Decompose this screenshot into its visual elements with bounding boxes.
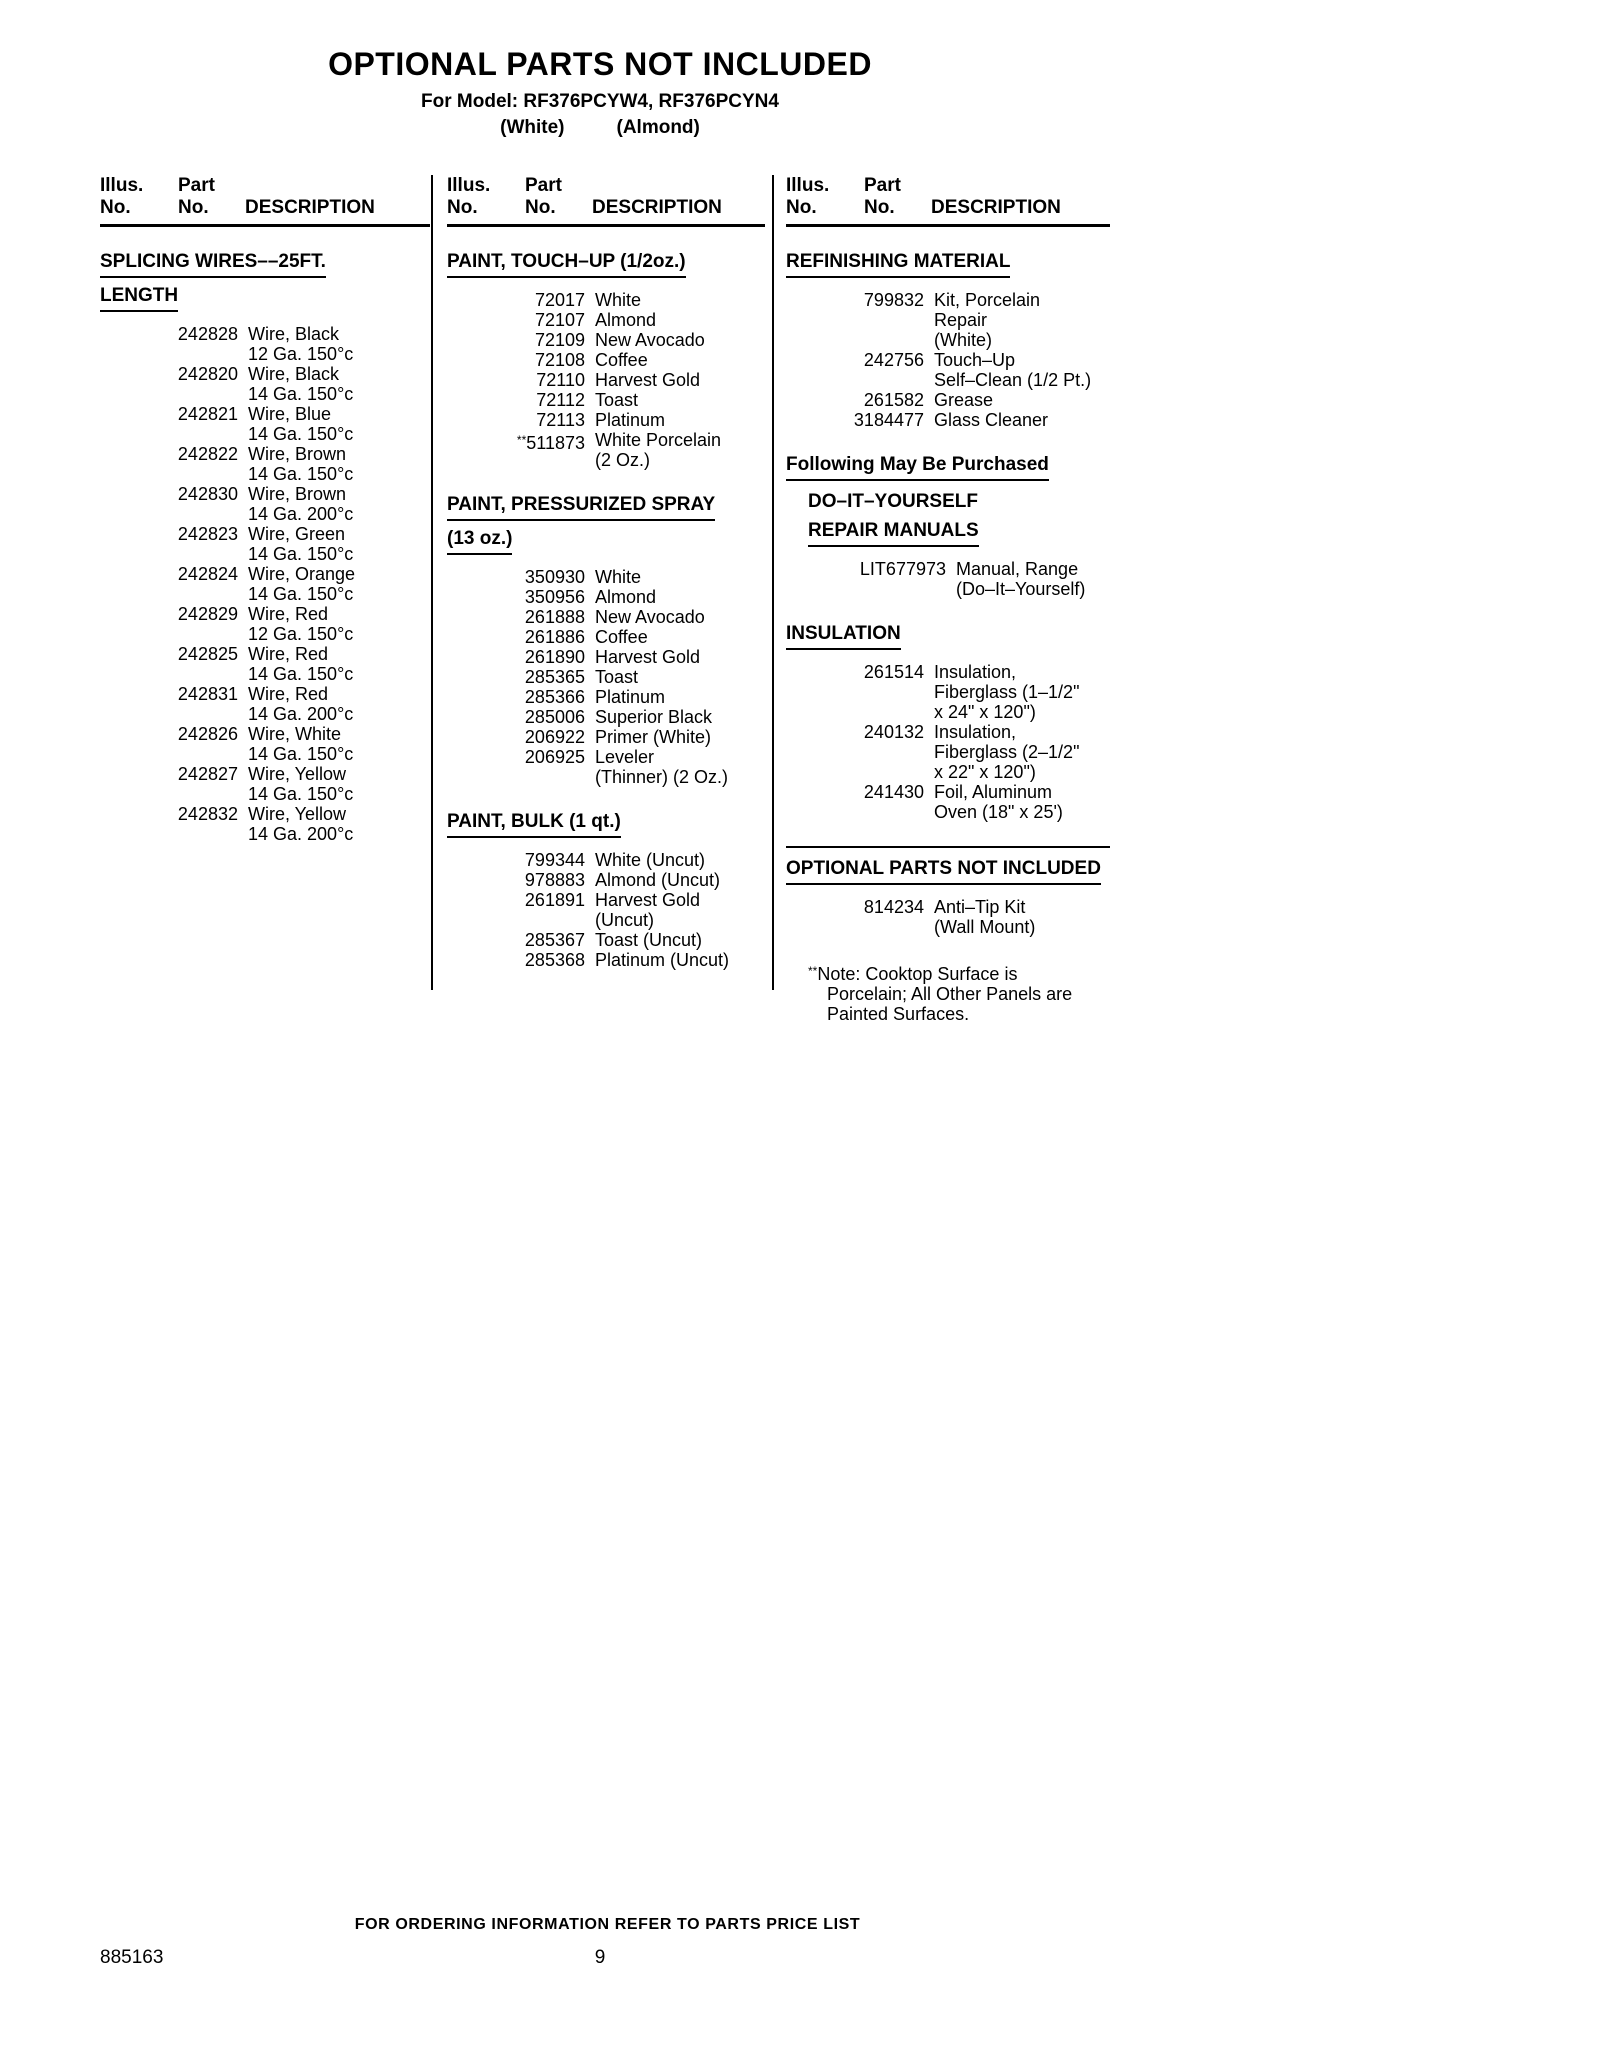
description-label: DESCRIPTION xyxy=(592,197,722,218)
part-number: 261886 xyxy=(524,627,585,647)
part-description-line: Wire, Blue xyxy=(248,404,332,424)
section-heading-line: DO–IT–YOURSELF xyxy=(808,491,978,512)
part-description-line: 14 Ga. 150°c xyxy=(248,544,354,564)
part-number: 72110 xyxy=(536,370,585,390)
section-heading xyxy=(786,454,1110,481)
part-description-line: Repair xyxy=(934,310,988,330)
part-description xyxy=(595,310,656,330)
table-header-row-1 xyxy=(100,175,430,197)
part-description-line: Harvest Gold xyxy=(595,647,701,667)
part-number: 799832 xyxy=(863,290,924,310)
part-no-label: No. xyxy=(525,197,556,218)
section-heading-line: Following May Be Purchased xyxy=(786,454,1049,481)
parts-item-list xyxy=(786,897,1110,937)
part-description-line: 14 Ga. 200°c xyxy=(248,704,354,724)
part-number: 285367 xyxy=(524,930,585,950)
illus-label: Illus. xyxy=(786,175,830,196)
part-description-line: 14 Ga. 150°c xyxy=(248,584,354,604)
parts-section xyxy=(786,846,1110,937)
section-heading xyxy=(786,623,1110,650)
column-table-header xyxy=(786,175,1110,227)
part-description-line: Wire, Green xyxy=(248,524,346,544)
column-divider-line xyxy=(772,175,774,990)
part-number: 242829 xyxy=(177,604,238,624)
part-number: 242756 xyxy=(863,350,924,370)
parts-section xyxy=(786,454,1110,481)
part-number: LIT677973 xyxy=(859,559,946,579)
part-row xyxy=(447,930,765,950)
parts-section xyxy=(786,251,1110,430)
part-row xyxy=(100,644,430,684)
part-description xyxy=(248,364,353,404)
section-heading-line: PAINT, TOUCH–UP (1/2oz.) xyxy=(447,251,686,278)
part-number: 242832 xyxy=(177,804,238,824)
part-description xyxy=(595,410,665,430)
part-description-line: New Avocado xyxy=(595,330,705,350)
column-table-header xyxy=(447,175,765,227)
part-description xyxy=(934,662,1079,722)
illus-no-label: No. xyxy=(786,197,817,218)
part-description xyxy=(595,390,638,410)
part-row xyxy=(447,727,765,747)
part-row xyxy=(100,364,430,404)
part-description xyxy=(934,350,1091,390)
part-number: 350956 xyxy=(524,587,585,607)
part-description xyxy=(595,350,648,370)
page-header xyxy=(0,46,1200,140)
part-row xyxy=(447,410,765,430)
part-number: 242820 xyxy=(177,364,238,384)
part-number: 241430 xyxy=(863,782,924,802)
part-number: 242826 xyxy=(177,724,238,744)
part-description xyxy=(248,324,353,364)
part-description-line: Touch–Up xyxy=(934,350,1016,370)
section-heading-line: PAINT, PRESSURIZED SPRAY xyxy=(447,494,715,521)
parts-section xyxy=(808,491,1110,599)
part-description-line: (Do–It–Yourself) xyxy=(956,579,1086,599)
part-description xyxy=(248,444,353,484)
part-number: 242823 xyxy=(177,524,238,544)
part-description-line: Anti–Tip Kit xyxy=(934,897,1026,917)
part-description-line: Fiberglass (1–1/2" xyxy=(934,682,1080,702)
part-description-line: (White) xyxy=(934,330,992,350)
part-row xyxy=(100,604,430,644)
part-row xyxy=(100,524,430,564)
part-row xyxy=(447,687,765,707)
part-description-line: Harvest Gold xyxy=(595,370,701,390)
part-description-line: Manual, Range xyxy=(956,559,1079,579)
part-number: 206922 xyxy=(524,727,585,747)
part-number: 261514 xyxy=(863,662,924,682)
part-description-line: Kit, Porcelain xyxy=(934,290,1041,310)
part-description xyxy=(248,684,353,724)
part-description-line: White (Uncut) xyxy=(595,850,706,870)
section-heading xyxy=(786,251,1110,278)
part-number: 3184477 xyxy=(853,410,924,430)
part-description xyxy=(934,390,993,410)
part-description-line: Wire, Black xyxy=(248,324,340,344)
table-header-row-2 xyxy=(447,197,765,219)
part-description-line: Insulation, xyxy=(934,662,1017,682)
part-description-line: Wire, Red xyxy=(248,644,329,664)
part-description xyxy=(595,687,665,707)
document-number: 885163 xyxy=(100,1947,164,1968)
part-description xyxy=(595,707,712,727)
part-row xyxy=(786,722,1110,782)
footnote-line: Painted Surfaces. xyxy=(827,1004,970,1024)
part-number: 242824 xyxy=(177,564,238,584)
part-row xyxy=(447,950,765,970)
part-number: 978883 xyxy=(524,870,585,890)
part-row xyxy=(786,662,1110,722)
part-description-line: 14 Ga. 150°c xyxy=(248,664,354,684)
part-description-line: 14 Ga. 150°c xyxy=(248,464,354,484)
part-number: 350930 xyxy=(524,567,585,587)
parts-section xyxy=(447,811,765,970)
part-description xyxy=(248,564,355,604)
part-description-line: Wire, Red xyxy=(248,684,329,704)
part-number: **511873 xyxy=(516,433,585,453)
column-body xyxy=(447,251,765,970)
part-row xyxy=(447,587,765,607)
part-description xyxy=(595,330,705,350)
part-description-line: Wire, White xyxy=(248,724,342,744)
part-row xyxy=(100,684,430,724)
part-description xyxy=(595,627,648,647)
part-number: 72108 xyxy=(534,350,585,370)
section-heading xyxy=(100,251,430,312)
finish-line xyxy=(0,116,1200,140)
part-description-line: White Porcelain xyxy=(595,430,722,450)
part-description-line: Wire, Brown xyxy=(248,444,347,464)
part-number: 242821 xyxy=(177,404,238,424)
part-description-line: White xyxy=(595,567,642,587)
part-number: 261890 xyxy=(524,647,585,667)
part-description-line: Insulation, xyxy=(934,722,1017,742)
parts-section xyxy=(447,251,765,470)
section-heading xyxy=(447,811,765,838)
illus-no-label: No. xyxy=(100,197,131,218)
part-description-line: Almond xyxy=(595,310,657,330)
part-description xyxy=(248,644,353,684)
section-heading-line: REPAIR MANUALS xyxy=(808,520,979,547)
part-row xyxy=(447,627,765,647)
model-line: For Model: RF376PCYW4, RF376PCYN4 xyxy=(421,91,779,112)
page-title: OPTIONAL PARTS NOT INCLUDED xyxy=(328,46,872,82)
part-row xyxy=(447,890,765,930)
part-no-label: No. xyxy=(178,197,209,218)
parts-item-list xyxy=(447,567,765,787)
part-description-line: Wire, Yellow xyxy=(248,804,347,824)
parts-section xyxy=(100,251,430,844)
parts-section xyxy=(447,494,765,787)
part-label: Part xyxy=(525,175,562,196)
part-description xyxy=(248,804,353,844)
part-description-line: Superior Black xyxy=(595,707,713,727)
section-heading xyxy=(786,858,1110,885)
part-description xyxy=(595,370,700,390)
part-description-line: Almond (Uncut) xyxy=(595,870,721,890)
part-description xyxy=(595,667,638,687)
part-row xyxy=(100,404,430,444)
column-table-header xyxy=(100,175,430,227)
part-number: 814234 xyxy=(863,897,924,917)
part-description-line: Self–Clean (1/2 Pt.) xyxy=(934,370,1092,390)
footnote xyxy=(808,961,1110,1024)
part-row xyxy=(447,870,765,890)
part-description-line: (Uncut) xyxy=(595,910,655,930)
part-description-line: 14 Ga. 150°c xyxy=(248,744,354,764)
part-row xyxy=(100,324,430,364)
part-number: 285365 xyxy=(524,667,585,687)
part-description xyxy=(934,410,1048,430)
part-row xyxy=(100,564,430,604)
footnote-marker: ** xyxy=(808,964,818,978)
part-description-line: Wire, Orange xyxy=(248,564,356,584)
part-description-line: Leveler xyxy=(595,747,655,767)
parts-item-list xyxy=(808,559,1110,599)
part-row xyxy=(447,290,765,310)
part-description-line: Oven (18" x 25') xyxy=(934,802,1063,822)
part-description xyxy=(934,722,1079,782)
footnote-line: **Note: Cooktop Surface is xyxy=(808,964,1018,984)
part-description-line: 14 Ga. 200°c xyxy=(248,824,354,844)
part-row xyxy=(447,370,765,390)
section-heading xyxy=(808,491,1110,547)
page-number: 9 xyxy=(594,1947,606,1968)
part-row xyxy=(447,567,765,587)
parts-item-list xyxy=(786,662,1110,822)
part-row xyxy=(100,804,430,844)
part-row xyxy=(786,350,1110,390)
parts-column-2 xyxy=(447,175,765,970)
part-row xyxy=(786,390,1110,410)
part-description-line: Platinum xyxy=(595,410,666,430)
part-description xyxy=(248,604,353,644)
part-row xyxy=(100,444,430,484)
part-row xyxy=(100,484,430,524)
parts-column-3 xyxy=(786,175,1110,1024)
part-description xyxy=(595,747,728,787)
part-description-line: Wire, Yellow xyxy=(248,764,347,784)
part-row xyxy=(447,850,765,870)
parts-item-list xyxy=(100,324,430,844)
part-row xyxy=(447,607,765,627)
part-number: 261582 xyxy=(863,390,924,410)
finish-white-label: (White) xyxy=(500,117,565,138)
part-description xyxy=(934,290,1040,350)
footnote-line: Porcelain; All Other Panels are xyxy=(827,984,1073,1004)
part-number: 242828 xyxy=(177,324,238,344)
part-no-label: No. xyxy=(864,197,895,218)
part-description-line: 14 Ga. 150°c xyxy=(248,424,354,444)
table-header-row-1 xyxy=(447,175,765,197)
parts-column-1 xyxy=(100,175,430,844)
part-number: 72109 xyxy=(534,330,585,350)
part-row xyxy=(447,350,765,370)
part-number: 799344 xyxy=(524,850,585,870)
section-heading-line: REFINISHING MATERIAL xyxy=(786,251,1010,278)
part-description-line: Primer (White) xyxy=(595,727,711,747)
part-description-line: Glass Cleaner xyxy=(934,410,1049,430)
part-description-line: (Wall Mount) xyxy=(934,917,1036,937)
part-description xyxy=(248,404,353,444)
part-number: 285006 xyxy=(524,707,585,727)
part-description-line: New Avocado xyxy=(595,607,705,627)
description-label: DESCRIPTION xyxy=(931,197,1061,218)
illus-no-label: No. xyxy=(447,197,478,218)
part-number: 72017 xyxy=(534,290,585,310)
illus-label: Illus. xyxy=(100,175,144,196)
part-description xyxy=(248,764,353,804)
part-row xyxy=(786,897,1110,937)
section-top-rule xyxy=(786,846,1110,848)
section-heading-line: (13 oz.) xyxy=(447,528,512,555)
part-description-line: 14 Ga. 200°c xyxy=(248,504,354,524)
parts-item-list xyxy=(447,290,765,470)
part-description-line: x 22" x 120") xyxy=(934,762,1036,782)
part-number: 72107 xyxy=(534,310,585,330)
part-number: 72113 xyxy=(536,410,585,430)
ordering-information-note: FOR ORDERING INFORMATION REFER TO PARTS PRICE LIST xyxy=(354,1916,861,1933)
part-number: 242827 xyxy=(177,764,238,784)
part-description xyxy=(956,559,1085,599)
part-row xyxy=(786,410,1110,430)
part-row xyxy=(808,559,1110,599)
section-heading xyxy=(447,251,765,278)
finish-almond-label: (Almond) xyxy=(616,117,700,138)
part-row xyxy=(447,667,765,687)
part-description-line: (Thinner) (2 Oz.) xyxy=(595,767,729,787)
part-description xyxy=(934,782,1063,822)
part-description-line: Platinum xyxy=(595,687,666,707)
part-number: 206925 xyxy=(524,747,585,767)
part-description-line: Toast xyxy=(595,667,639,687)
part-description-line: Fiberglass (2–1/2" xyxy=(934,742,1080,762)
column-divider-line xyxy=(431,175,433,990)
part-number: 242825 xyxy=(177,644,238,664)
part-description-line: (2 Oz.) xyxy=(595,450,651,470)
part-row xyxy=(447,390,765,410)
part-description-line: Toast (Uncut) xyxy=(595,930,703,950)
part-description xyxy=(595,430,721,470)
part-description xyxy=(595,890,700,930)
table-header-row-2 xyxy=(100,197,430,219)
section-heading-line: LENGTH xyxy=(100,285,178,312)
part-number: 285368 xyxy=(524,950,585,970)
part-description-line: Platinum (Uncut) xyxy=(595,950,730,970)
part-label: Part xyxy=(864,175,901,196)
part-description xyxy=(248,484,353,524)
part-description xyxy=(595,950,729,970)
part-description xyxy=(595,607,705,627)
part-description xyxy=(595,930,702,950)
part-description-line: Wire, Brown xyxy=(248,484,347,504)
column-body xyxy=(786,251,1110,1024)
section-heading-line: PAINT, BULK (1 qt.) xyxy=(447,811,621,838)
part-description-line: Coffee xyxy=(595,350,648,370)
part-description-line: White xyxy=(595,290,642,310)
part-row xyxy=(447,310,765,330)
section-heading xyxy=(447,494,765,555)
part-row xyxy=(447,747,765,787)
part-description xyxy=(248,524,353,564)
part-description xyxy=(595,647,700,667)
part-description-line: 12 Ga. 150°c xyxy=(248,624,354,644)
part-description-line: Wire, Red xyxy=(248,604,329,624)
part-description xyxy=(595,587,656,607)
parts-section xyxy=(786,623,1110,822)
part-number: 261888 xyxy=(524,607,585,627)
part-description xyxy=(595,850,705,870)
part-description-line: 14 Ga. 150°c xyxy=(248,384,354,404)
table-header-row-2 xyxy=(786,197,1110,219)
section-heading-line: SPLICING WIRES––25FT. xyxy=(100,251,326,278)
part-description-line: Coffee xyxy=(595,627,648,647)
part-description-line: Almond xyxy=(595,587,657,607)
parts-item-list xyxy=(447,850,765,970)
table-header-row-1 xyxy=(786,175,1110,197)
part-number: 242831 xyxy=(177,684,238,704)
part-description-line: 12 Ga. 150°c xyxy=(248,344,354,364)
part-row xyxy=(447,430,765,470)
part-description-line: Harvest Gold xyxy=(595,890,701,910)
parts-item-list xyxy=(786,290,1110,430)
part-description xyxy=(595,290,641,310)
part-number: 72112 xyxy=(536,390,585,410)
part-row xyxy=(447,707,765,727)
part-description-line: x 24" x 120") xyxy=(934,702,1036,722)
part-row xyxy=(786,290,1110,350)
part-description-line: 14 Ga. 150°c xyxy=(248,784,354,804)
section-heading-line: OPTIONAL PARTS NOT INCLUDED xyxy=(786,858,1101,885)
description-label: DESCRIPTION xyxy=(245,197,375,218)
part-description xyxy=(595,727,711,747)
part-number: 240132 xyxy=(863,722,924,742)
part-row xyxy=(786,782,1110,822)
section-heading-line: INSULATION xyxy=(786,623,901,650)
part-description-line: Wire, Black xyxy=(248,364,340,384)
column-body xyxy=(100,251,430,844)
part-number: 285366 xyxy=(524,687,585,707)
part-row xyxy=(100,724,430,764)
footnote-marker: ** xyxy=(516,433,527,447)
part-row xyxy=(100,764,430,804)
part-row xyxy=(447,330,765,350)
part-number: 242822 xyxy=(177,444,238,464)
part-description-line: Toast xyxy=(595,390,639,410)
part-label: Part xyxy=(178,175,215,196)
illus-label: Illus. xyxy=(447,175,491,196)
part-description xyxy=(595,870,720,890)
part-number: 261891 xyxy=(524,890,585,910)
part-description-line: Foil, Aluminum xyxy=(934,782,1053,802)
part-description xyxy=(595,567,641,587)
part-number: 242830 xyxy=(177,484,238,504)
part-row xyxy=(447,647,765,667)
part-description-line: Grease xyxy=(934,390,994,410)
part-description xyxy=(248,724,353,764)
part-description xyxy=(934,897,1035,937)
